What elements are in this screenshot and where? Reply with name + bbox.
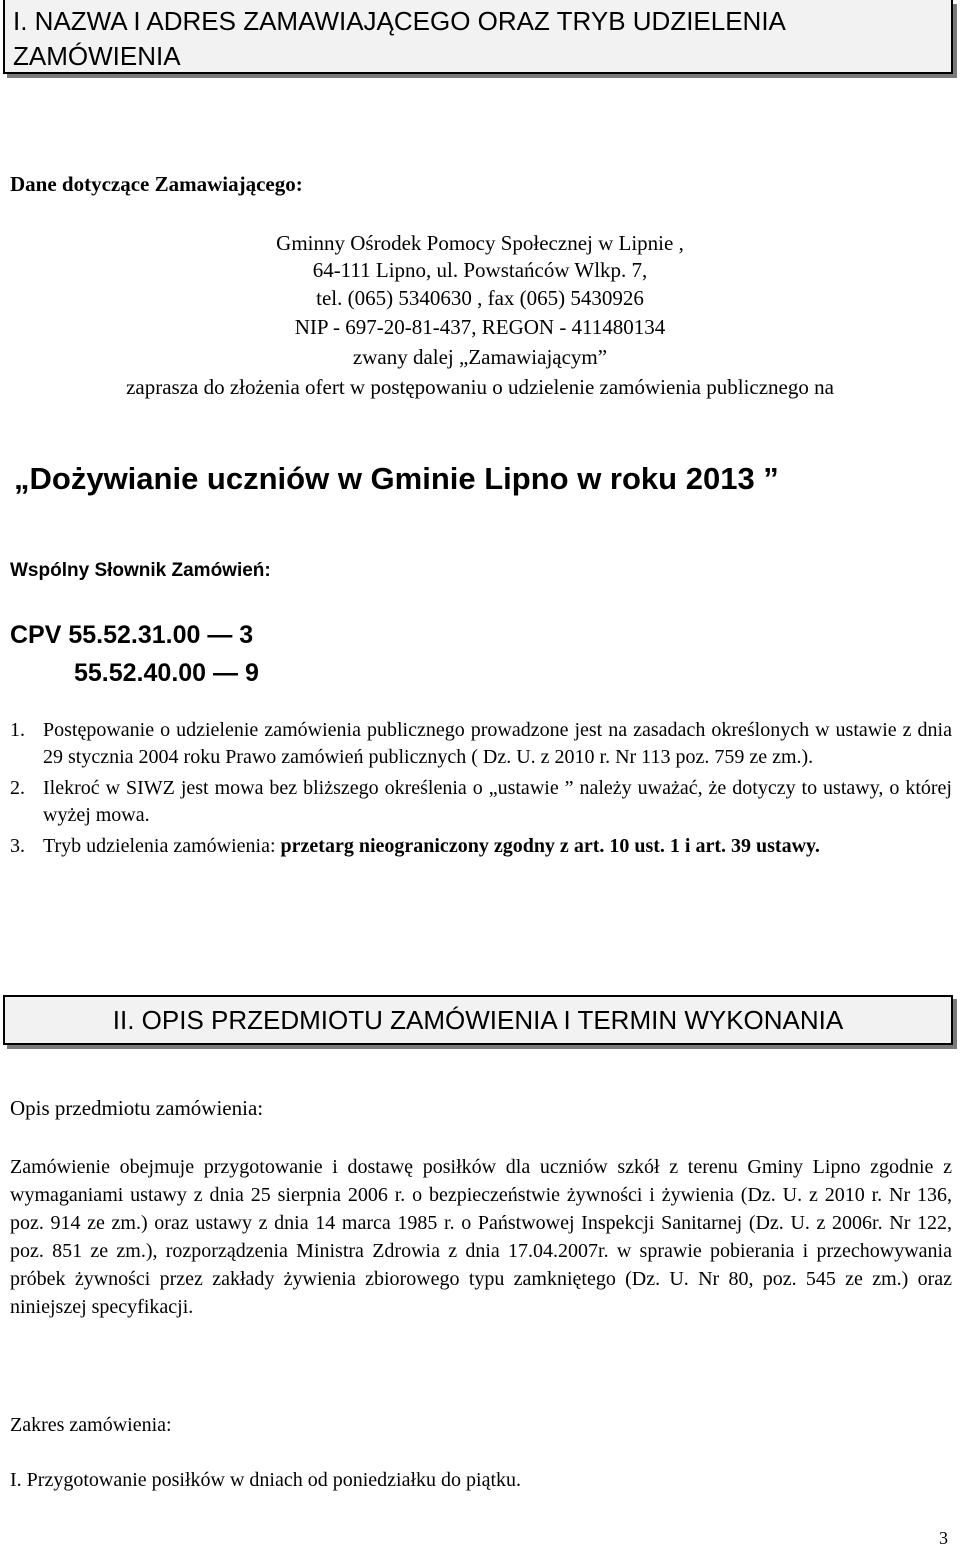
subject-heading: Opis przedmiotu zamówienia: — [10, 1096, 264, 1120]
procedure-list — [10, 717, 952, 864]
list-item — [10, 775, 952, 829]
list-item-number: 3. — [10, 835, 25, 857]
list-item-text: Ilekroć w SIWZ jest mowa bez bliższego określenia o „ustawie ” należy uważać, że dotyczy to ustawy, o której wyżej mowa. — [43, 777, 952, 826]
section2-title: II. OPIS PRZEDMIOTU ZAMÓWIENIA I TERMIN WYKONANIA — [112, 1005, 844, 1035]
address-line-6: zaprasza do złożenia ofert w postępowaniu o udzielenie zamówienia publicznego na — [126, 375, 834, 399]
address-line-1: Gminny Ośrodek Pomocy Społecznej w Lipnie , — [276, 231, 684, 255]
list-item-text: Tryb udzielenia zamówienia: — [43, 835, 281, 857]
address-line-2: 64-111 Lipno, ul. Powstańców Wlkp. 7, — [312, 258, 648, 282]
section2-header-box — [3, 995, 953, 1045]
address-line-5: zwany dalej „Zamawiającym” — [352, 345, 608, 369]
page-number: 3 — [939, 1528, 948, 1548]
list-item-number: 1. — [10, 719, 25, 741]
section1-header-box — [3, 0, 953, 74]
list-item-number: 2. — [10, 777, 25, 799]
scope-heading: Zakres zamówienia: — [10, 1414, 172, 1436]
list-item — [10, 833, 952, 860]
list-item — [10, 717, 952, 771]
contractor-heading: Dane dotyczące Zamawiającego: — [10, 172, 303, 196]
subject-text: Zamówienie obejmuje przygotowanie i dostawę posiłków dla uczniów szkół z terenu Gminy Lipno zgodnie z wymaganiami ustawy z dnia 25 sierpnia 2006 r. o bezpieczeństwie żywności i żywienia (Dz. U. z 2010 r. Nr 136, poz. 914 ze zm.) oraz ustawy z dnia 14 marca 1985 r. o Państwowej Inspekcji Sanitarnej (Dz. U. z 2006r. Nr 122, poz. 851 ze zm.), rozporządzenia Ministra Zdrowia z dnia 17.04.2007r. w sprawie pobierania i przechowywania próbek żywności przez zakłady żywienia zbiorowego typu zamkniętego (Dz. U. Nr 80, poz. 545 ze zm.) oraz niniejszej specyfikacji. — [10, 1156, 952, 1318]
address-line-4: NIP - 697-20-81-437, REGON - 411480134 — [294, 315, 666, 339]
list-item-bold-text: przetarg nieograniczony zgodny z art. 10 ust. 1 i art. 39 ustawy. — [280, 835, 820, 857]
list-item-text: Postępowanie o udzielenie zamówienia publicznego prowadzone jest na zasadach określonych w ustawie z dnia 29 stycznia 2004 roku Prawo zamówień publicznych ( Dz. U. z 2010 r. Nr 113 poz. 759 ze zm.). — [43, 719, 952, 768]
cpv-code-1: CPV 55.52.31.00 — 3 — [10, 621, 254, 649]
tender-title: „Dożywianie uczniów w Gminie Lipno w roku 2013 ” — [14, 461, 779, 496]
cpv-heading: Wspólny Słownik Zamówień: — [10, 560, 271, 581]
section1-title: I. NAZWA I ADRES ZAMAWIAJĄCEGO ORAZ TRYB UDZIELENIA ZAMÓWIENIA — [13, 6, 785, 71]
scope-item: I. Przygotowanie posiłków w dniach od poniedziałku do piątku. — [10, 1469, 522, 1491]
cpv-code-2: 55.52.40.00 — 9 — [74, 659, 259, 687]
address-line-3: tel. (065) 5340630 , fax (065) 5430926 — [316, 286, 644, 310]
